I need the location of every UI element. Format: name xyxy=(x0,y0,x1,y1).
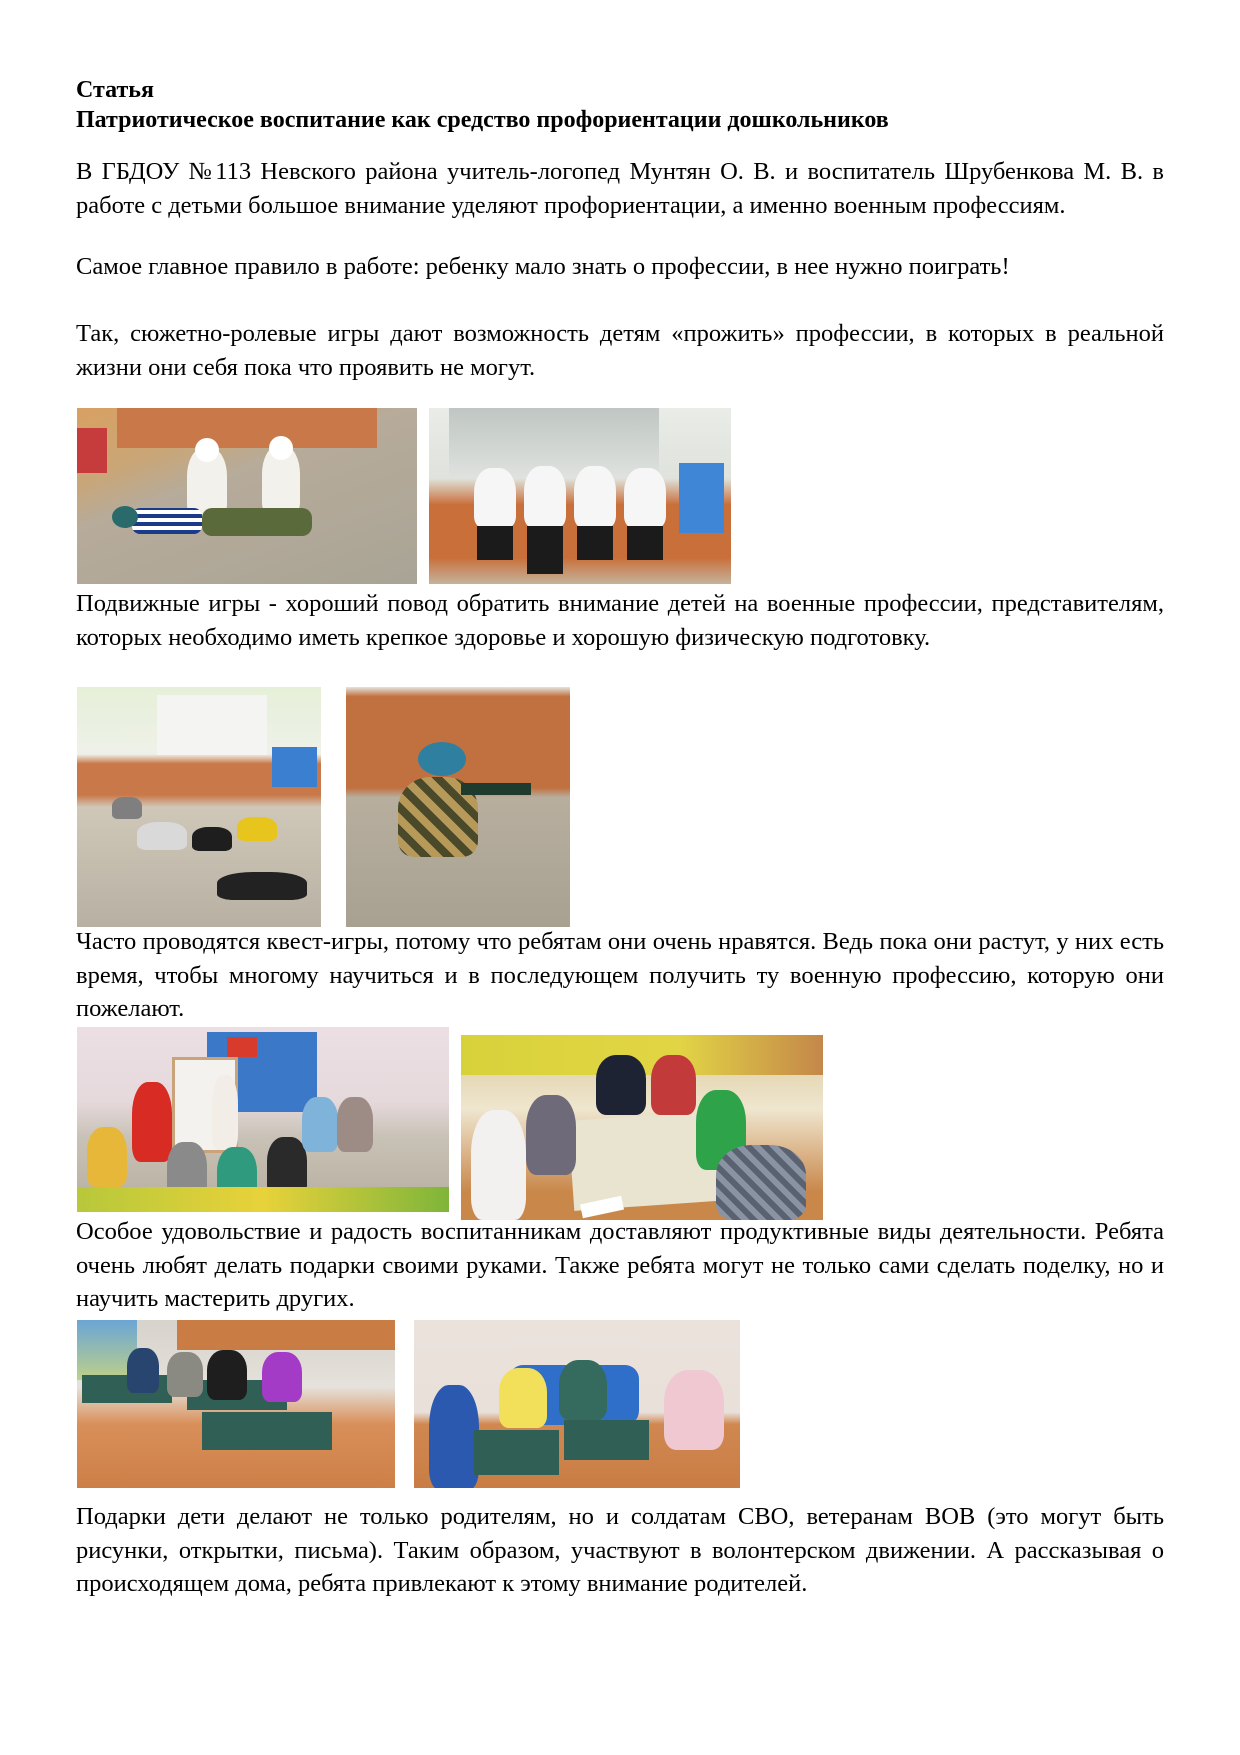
photo-pushups xyxy=(77,687,321,927)
paragraph-intro: В ГБДОУ №113 Невского района учитель-логопед Мунтян О. В. и воспитатель Шрубенкова М. В. в работе с детьми большое внимание уделяют профориентации, а именно военным профессиям. xyxy=(76,158,1164,219)
photo-medics-role-play xyxy=(77,408,417,584)
paragraph-outdoor-games: Подвижные игры - хороший повод обратить внимание детей на военные профессии, представителям, которых необходимо иметь крепкое здоровье и хорошую физическую подготовку. xyxy=(76,590,1164,651)
paragraph-quest-games: Часто проводятся квест-игры, потому что ребятам они очень нравятся. Ведь пока они растут, у них есть время, чтобы многому научиться и в последующем получить ту военную профессию, которую они пожелают. xyxy=(76,928,1164,1022)
photo-crafts-table xyxy=(77,1320,395,1488)
article-label: Статья xyxy=(76,77,154,103)
paragraph-productive-activities: Особое удовольствие и радость воспитанникам доставляют продуктивные виды деятельности. Ребята очень любят делать подарки своими руками. Также ребята могут не только сами сделать поделку, но и научить мастерить других. xyxy=(76,1218,1164,1312)
paragraph-gifts-volunteering: Подарки дети делают не только родителям, но и солдатам СВО, ветеранам ВОВ (это могут быть рисунки, открытки, письма). Таким образом, участвуют в волонтерском движении. А рассказывая о происходящем дома, ребята привлекают к этому внимание родителей. xyxy=(76,1503,1164,1597)
paragraph-role-play: Так, сюжетно-ролевые игры дают возможность детям «прожить» профессии, в которых в реальной жизни они себя пока что проявить не могут. xyxy=(76,320,1164,381)
photo-crafts-small-group xyxy=(414,1320,740,1488)
photo-quest-circle xyxy=(77,1027,449,1212)
paragraph-main-rule: Самое главное правило в работе: ребенку мало знать о профессии, в нее нужно поиграть! xyxy=(76,253,1010,280)
article-title: Патриотическое воспитание как средство профориентации дошкольников xyxy=(76,107,889,133)
photo-quest-map xyxy=(461,1035,823,1220)
photo-soldier-boy xyxy=(346,687,570,927)
photo-sailors xyxy=(429,408,731,584)
